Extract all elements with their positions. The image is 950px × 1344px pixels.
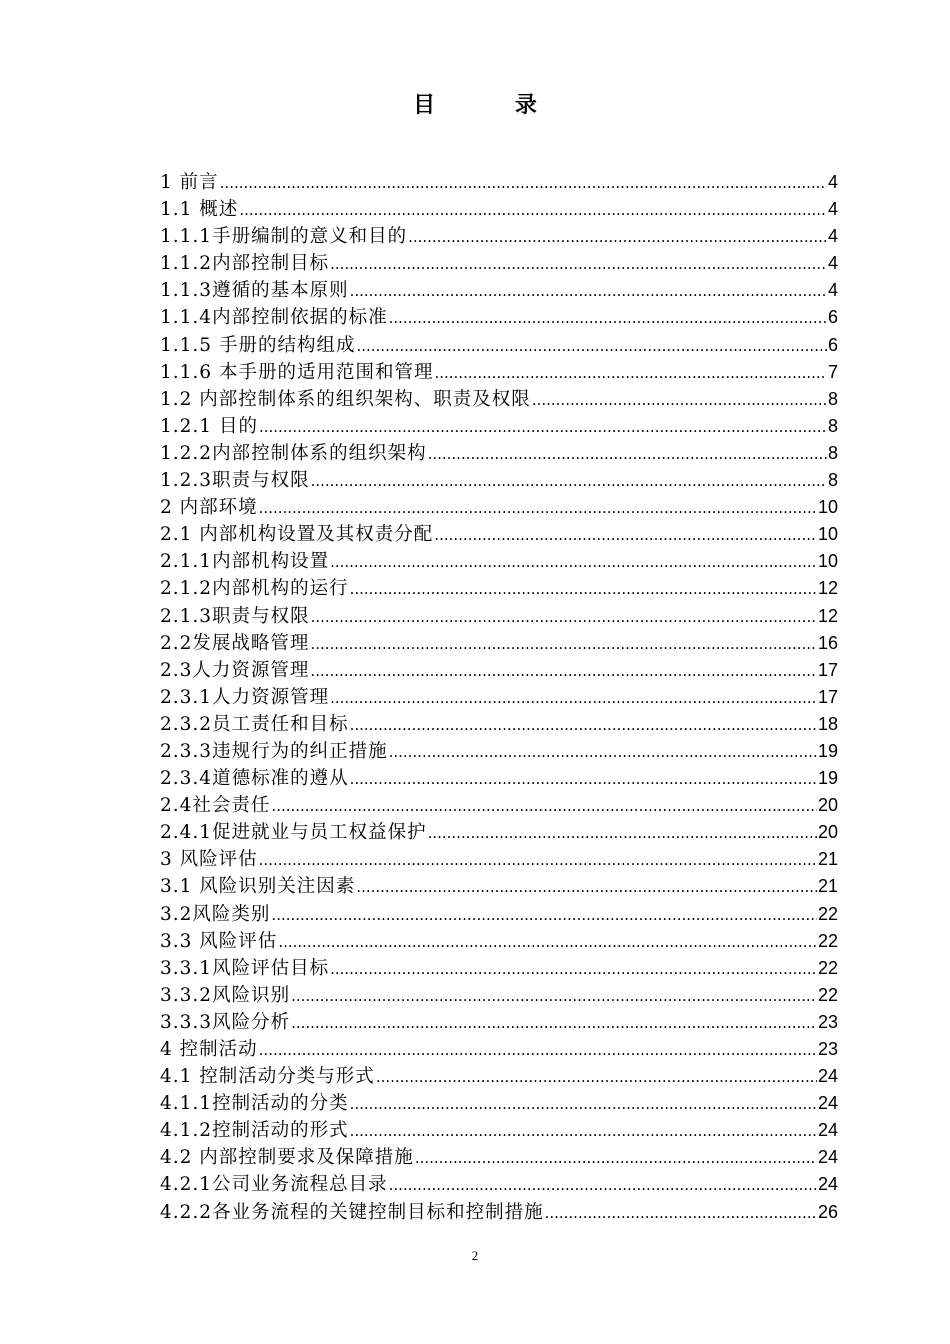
page-number: 2 <box>471 1248 479 1263</box>
toc-entry-title: 4.1.2控制活动的形式 <box>160 1120 349 1142</box>
toc-dot-leader <box>259 846 817 874</box>
toc-entry[interactable] <box>160 982 838 1009</box>
toc-entry[interactable] <box>160 819 838 846</box>
toc-entry[interactable] <box>160 223 838 250</box>
toc-entry[interactable] <box>160 1036 838 1063</box>
toc-entry[interactable] <box>160 250 838 277</box>
toc-entry[interactable] <box>160 711 838 738</box>
toc-entry-page: 24 <box>817 1147 838 1168</box>
toc-entry-page: 19 <box>817 740 838 761</box>
toc-dot-leader <box>434 359 827 387</box>
toc-entry[interactable] <box>160 440 838 467</box>
toc-dot-leader <box>350 1117 817 1145</box>
toc-entry-title: 3 风险评估 <box>160 849 258 871</box>
toc-entry-title: 4.2.2各业务流程的关键控制目标和控制措施 <box>160 1201 544 1223</box>
toc-entry[interactable] <box>160 630 838 657</box>
toc-entry-page: 8 <box>827 415 838 436</box>
toc-entry-page: 22 <box>817 957 838 978</box>
toc-entry[interactable] <box>160 304 838 331</box>
toc-entry-title: 2.3.3违规行为的纠正措施 <box>160 740 388 762</box>
toc-entry-title: 2.4.1促进就业与员工权益保护 <box>160 822 427 844</box>
toc-entry[interactable] <box>160 1063 838 1090</box>
toc-entry-page: 21 <box>817 849 838 870</box>
toc-entry-title: 2.1 内部机构设置及其权责分配 <box>160 524 434 546</box>
toc-dot-leader <box>389 1171 817 1199</box>
toc-entry-title: 2.3.4道德标准的遵从 <box>160 768 349 790</box>
toc-entry-title: 1.1.4内部控制依据的标准 <box>160 307 388 329</box>
toc-entry-title: 4.1.1控制活动的分类 <box>160 1093 349 1115</box>
toc-entry-title: 1.1.1手册编制的意义和目的 <box>160 226 408 248</box>
toc-entry-page: 4 <box>827 226 838 247</box>
toc-entry[interactable] <box>160 955 838 982</box>
table-of-contents <box>160 169 838 1226</box>
toc-dot-leader <box>408 223 827 251</box>
toc-entry-page: 4 <box>827 280 838 301</box>
toc-entry-page: 10 <box>817 524 838 545</box>
toc-entry-title: 1.2.2内部控制体系的组织架构 <box>160 442 427 464</box>
toc-entry-title: 2.1.2内部机构的运行 <box>160 578 349 600</box>
toc-dot-leader <box>259 413 827 441</box>
toc-entry-title: 2.4社会责任 <box>160 795 271 817</box>
toc-entry-page: 6 <box>827 334 838 355</box>
toc-dot-leader <box>350 765 817 793</box>
toc-entry-page: 22 <box>817 984 838 1005</box>
toc-entry-title: 1.1.6 本手册的适用范围和管理 <box>160 361 434 383</box>
toc-dot-leader <box>311 467 827 495</box>
toc-entry-page: 20 <box>817 822 838 843</box>
toc-dot-leader <box>291 1009 817 1037</box>
toc-entry-title: 1 前言 <box>160 172 219 193</box>
toc-dot-leader <box>428 819 817 847</box>
toc-entry[interactable] <box>160 1144 838 1171</box>
toc-entry-page: 18 <box>817 713 838 734</box>
toc-entry[interactable] <box>160 413 838 440</box>
toc-entry-page: 8 <box>827 470 838 491</box>
toc-dot-leader <box>310 657 817 685</box>
toc-entry[interactable] <box>160 359 838 386</box>
toc-entry-title: 3.3.3风险分析 <box>160 1011 291 1033</box>
toc-dot-leader <box>220 169 827 197</box>
toc-dot-leader <box>434 521 817 549</box>
toc-entry-title: 3.2风险类别 <box>160 903 271 925</box>
toc-entry-title: 3.3.2风险识别 <box>160 984 291 1006</box>
toc-entry-page: 21 <box>817 876 838 897</box>
toc-entry-title: 2 内部环境 <box>160 497 258 519</box>
toc-dot-leader <box>376 1063 817 1091</box>
toc-entry[interactable] <box>160 386 838 413</box>
toc-entry-page: 24 <box>817 1066 838 1087</box>
toc-dot-leader <box>356 332 827 360</box>
toc-entry[interactable] <box>160 928 838 955</box>
toc-entry[interactable] <box>160 196 838 223</box>
toc-entry-page: 20 <box>817 795 838 816</box>
toc-entry[interactable] <box>160 332 838 359</box>
toc-dot-leader <box>350 711 817 739</box>
toc-dot-leader <box>259 1036 817 1064</box>
toc-dot-leader <box>532 386 827 414</box>
toc-entry[interactable] <box>160 738 838 765</box>
toc-dot-leader <box>350 1090 817 1118</box>
toc-entry-page: 4 <box>827 199 838 220</box>
toc-dot-leader <box>330 955 817 983</box>
toc-entry-page: 12 <box>817 605 838 626</box>
toc-dot-leader <box>330 250 827 278</box>
toc-entry-title: 4 控制活动 <box>160 1039 258 1060</box>
toc-entry[interactable] <box>160 494 838 521</box>
toc-dot-leader <box>356 873 817 901</box>
toc-entry-page: 17 <box>817 686 838 707</box>
toc-entry[interactable] <box>160 1090 838 1117</box>
toc-entry[interactable] <box>160 467 838 494</box>
toc-entry-title: 1.1.3遵循的基本原则 <box>160 280 349 302</box>
toc-entry-title: 1.1.5 手册的结构组成 <box>160 334 356 356</box>
toc-entry-page: 23 <box>817 1011 838 1032</box>
toc-entry-page: 8 <box>827 388 838 409</box>
toc-entry-page: 24 <box>817 1120 838 1141</box>
toc-dot-leader <box>389 738 817 766</box>
toc-dot-leader <box>330 548 817 576</box>
toc-entry[interactable] <box>160 873 838 900</box>
toc-entry[interactable] <box>160 765 838 792</box>
toc-dot-leader <box>259 494 817 522</box>
toc-entry[interactable] <box>160 657 838 684</box>
toc-entry-title: 2.3.2员工责任和目标 <box>160 713 349 735</box>
toc-entry-page: 16 <box>817 632 838 653</box>
toc-dot-leader <box>350 277 827 305</box>
toc-entry-page: 10 <box>817 551 838 572</box>
toc-entry-title: 4.1 控制活动分类与形式 <box>160 1066 375 1088</box>
toc-dot-leader <box>271 901 817 929</box>
toc-entry-page: 6 <box>827 307 838 328</box>
toc-dot-leader <box>310 630 817 658</box>
toc-dot-leader <box>330 684 817 712</box>
toc-entry-page: 17 <box>817 659 838 680</box>
toc-dot-leader <box>291 982 817 1010</box>
toc-entry-title: 2.3人力资源管理 <box>160 659 310 681</box>
toc-entry[interactable] <box>160 575 838 602</box>
toc-entry[interactable] <box>160 792 838 819</box>
toc-entry-title: 1.2 内部控制体系的组织架构、职责及权限 <box>160 388 531 410</box>
toc-entry[interactable] <box>160 277 838 304</box>
toc-dot-leader <box>311 603 817 631</box>
toc-dot-leader <box>239 196 827 224</box>
toc-entry-page: 4 <box>827 172 838 192</box>
toc-entry-page: 26 <box>817 1201 838 1222</box>
toc-entry-title: 3.3.1风险评估目标 <box>160 957 330 979</box>
toc-entry[interactable] <box>160 1117 838 1144</box>
toc-entry[interactable] <box>160 521 838 548</box>
toc-entry[interactable] <box>160 1171 838 1198</box>
toc-entry-page: 7 <box>827 361 838 382</box>
toc-dot-leader <box>350 575 817 603</box>
toc-entry-title: 1.2.1 目的 <box>160 415 258 437</box>
toc-entry-title: 4.2 内部控制要求及保障措施 <box>160 1147 414 1169</box>
toc-dot-leader <box>545 1199 817 1227</box>
toc-entry[interactable] <box>160 169 838 196</box>
toc-entry-page: 23 <box>817 1039 838 1059</box>
toc-entry[interactable] <box>160 684 838 711</box>
toc-entry-page: 22 <box>817 903 838 924</box>
toc-entry-page: 22 <box>817 930 838 951</box>
toc-dot-leader <box>278 928 817 956</box>
toc-entry-page: 12 <box>817 578 838 599</box>
toc-entry-page: 4 <box>827 253 838 274</box>
toc-entry-title: 3.1 风险识别关注因素 <box>160 876 356 898</box>
toc-entry[interactable] <box>160 548 838 575</box>
toc-entry-page: 24 <box>817 1174 838 1195</box>
toc-dot-leader <box>271 792 817 820</box>
toc-entry-title: 1.1 概述 <box>160 199 239 221</box>
toc-dot-leader <box>415 1144 817 1172</box>
toc-entry-page: 10 <box>817 497 838 518</box>
toc-dot-leader <box>389 304 827 332</box>
toc-entry-title: 2.3.1人力资源管理 <box>160 686 330 708</box>
toc-entry[interactable] <box>160 901 838 928</box>
toc-entry-title: 1.1.2内部控制目标 <box>160 253 330 275</box>
toc-entry[interactable] <box>160 1199 838 1226</box>
toc-entry[interactable] <box>160 1009 838 1036</box>
page-title: 目 录 <box>413 92 573 118</box>
toc-entry-title: 4.2.1公司业务流程总目录 <box>160 1174 388 1196</box>
toc-entry-title: 3.3 风险评估 <box>160 930 278 952</box>
toc-entry-page: 19 <box>817 768 838 789</box>
toc-dot-leader <box>428 440 827 468</box>
toc-entry-page: 8 <box>827 442 838 463</box>
toc-entry-title: 2.2发展战略管理 <box>160 632 310 654</box>
toc-entry-title: 2.1.1内部机构设置 <box>160 551 330 573</box>
toc-entry-title: 1.2.3职责与权限 <box>160 470 310 492</box>
toc-entry-page: 24 <box>817 1093 838 1114</box>
toc-entry[interactable] <box>160 846 838 873</box>
toc-entry[interactable] <box>160 603 838 630</box>
toc-entry-title: 2.1.3职责与权限 <box>160 605 310 627</box>
